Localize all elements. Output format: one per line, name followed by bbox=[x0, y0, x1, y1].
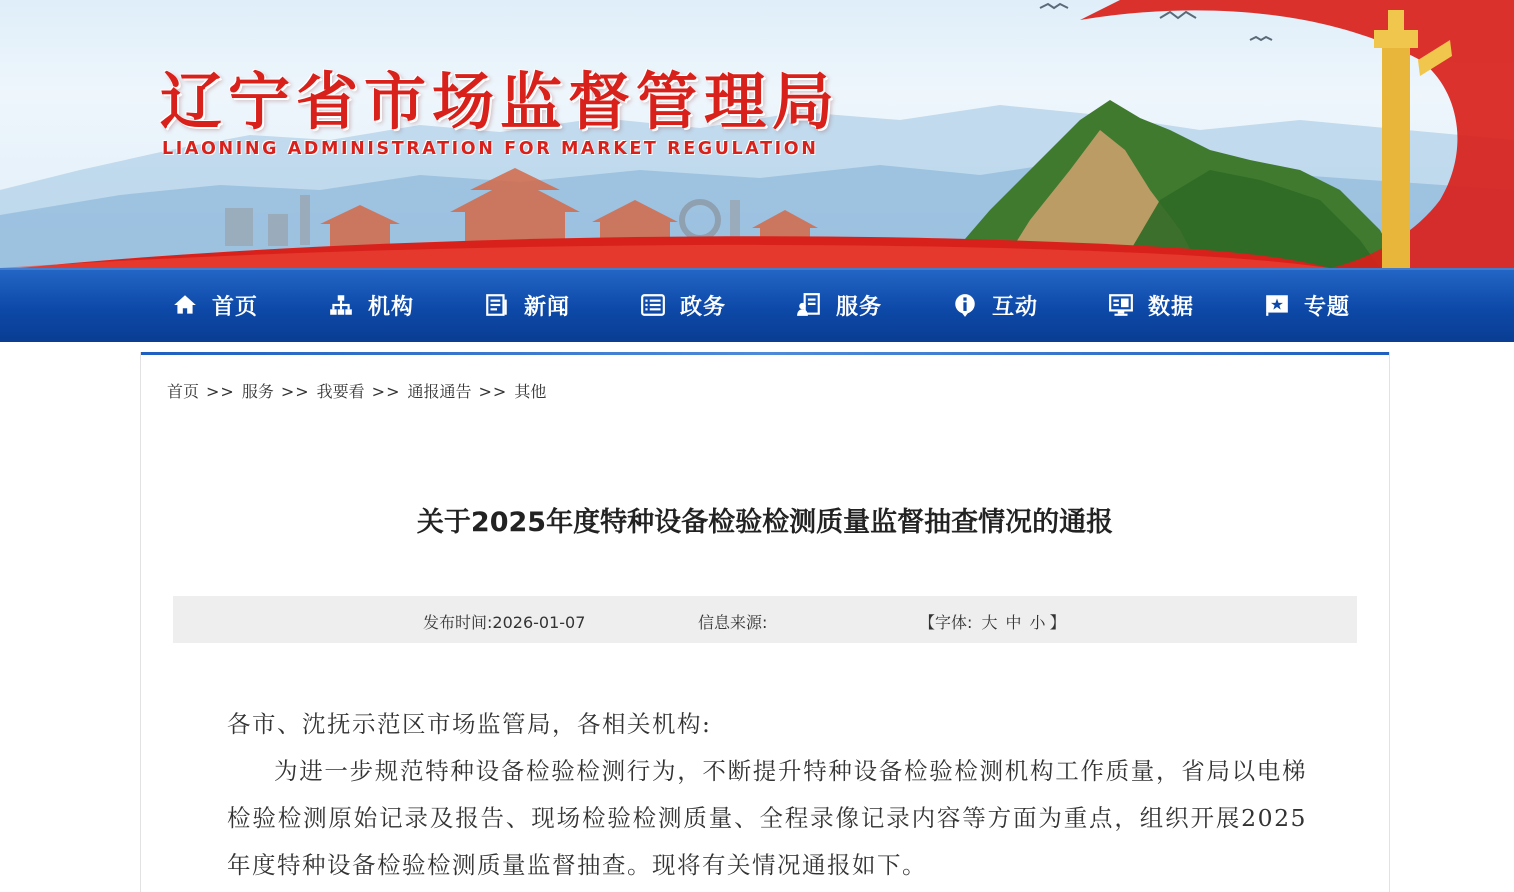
main-navigation bbox=[0, 268, 1514, 342]
nav-item-service[interactable] bbox=[796, 268, 882, 342]
list-icon bbox=[640, 292, 666, 318]
info-source bbox=[698, 610, 767, 633]
publish-label: 发布时间: bbox=[423, 613, 493, 632]
font-size-control bbox=[919, 610, 1066, 633]
breadcrumb-separator: >> bbox=[371, 382, 401, 401]
site-subtitle: LIAONING ADMINISTRATION FOR MARKET REGULATION bbox=[162, 139, 819, 159]
breadcrumb-separator: >> bbox=[280, 382, 310, 401]
service-icon bbox=[796, 292, 822, 318]
article-body bbox=[227, 701, 1307, 889]
breadcrumb-service[interactable]: 服务 bbox=[241, 382, 274, 401]
nav-label: 互动 bbox=[992, 294, 1039, 320]
font-bracket-close: 】 bbox=[1049, 613, 1066, 632]
site-title: 辽宁省市场监督管理局 bbox=[160, 65, 841, 138]
article-title: 关于2025年度特种设备检验检测质量监督抽查情况的通报 bbox=[416, 507, 1114, 538]
article-container bbox=[140, 352, 1390, 892]
publish-time bbox=[423, 610, 585, 633]
breadcrumb-separator: >> bbox=[206, 382, 235, 401]
nav-label: 机构 bbox=[368, 294, 415, 320]
news-icon bbox=[484, 292, 510, 318]
nav-item-home[interactable] bbox=[172, 268, 258, 342]
source-label: 信息来源: bbox=[698, 613, 768, 632]
nav-label: 数据 bbox=[1148, 294, 1195, 320]
nav-item-data[interactable] bbox=[1108, 268, 1194, 342]
home-icon bbox=[172, 292, 198, 318]
flag-icon bbox=[1264, 292, 1290, 318]
article-paragraph: 为进一步规范特种设备检验检测行为，不断提升特种设备检验检测机构工作质量，省局以电梯检验检测原始记录及报告、现场检验检测质量、全程录像记录内容等方面为重点，组织开展2025年度特种设备检验检测质量监督抽查。现将有关情况通报如下。 bbox=[227, 757, 1307, 879]
breadcrumb-notices[interactable]: 通报通告 bbox=[407, 382, 472, 401]
nav-item-government[interactable] bbox=[640, 268, 726, 342]
salutation: 各市、沈抚示范区市场监管局，各相关机构: bbox=[227, 710, 712, 738]
font-size-label: 字体: bbox=[935, 613, 973, 632]
breadcrumb-i-want-to-see[interactable]: 我要看 bbox=[316, 382, 365, 401]
nav-item-news[interactable] bbox=[484, 268, 570, 342]
font-size-large-button[interactable]: 大 bbox=[981, 613, 998, 632]
site-banner bbox=[0, 0, 1514, 268]
org-chart-icon bbox=[328, 292, 354, 318]
nav-label: 首页 bbox=[212, 294, 259, 320]
font-bracket-open: 【 bbox=[919, 613, 936, 632]
info-icon bbox=[952, 292, 978, 318]
nav-item-interaction[interactable] bbox=[952, 268, 1038, 342]
breadcrumb-other[interactable]: 其他 bbox=[514, 382, 547, 401]
nav-label: 新闻 bbox=[524, 294, 571, 320]
nav-label: 专题 bbox=[1304, 294, 1351, 320]
publish-date: 2026-01-07 bbox=[492, 613, 586, 632]
font-size-small-button[interactable]: 小 bbox=[1029, 613, 1046, 632]
divider bbox=[141, 352, 1389, 355]
nav-item-org[interactable] bbox=[328, 268, 414, 342]
nav-label: 服务 bbox=[836, 294, 883, 320]
breadcrumb bbox=[167, 379, 546, 402]
article-meta-bar bbox=[173, 596, 1357, 643]
breadcrumb-separator: >> bbox=[478, 382, 508, 401]
breadcrumb-home[interactable]: 首页 bbox=[167, 382, 200, 401]
nav-label: 政务 bbox=[680, 294, 727, 320]
font-size-medium-button[interactable]: 中 bbox=[1005, 613, 1022, 632]
nav-item-topics[interactable] bbox=[1264, 268, 1350, 342]
data-icon bbox=[1108, 292, 1134, 318]
